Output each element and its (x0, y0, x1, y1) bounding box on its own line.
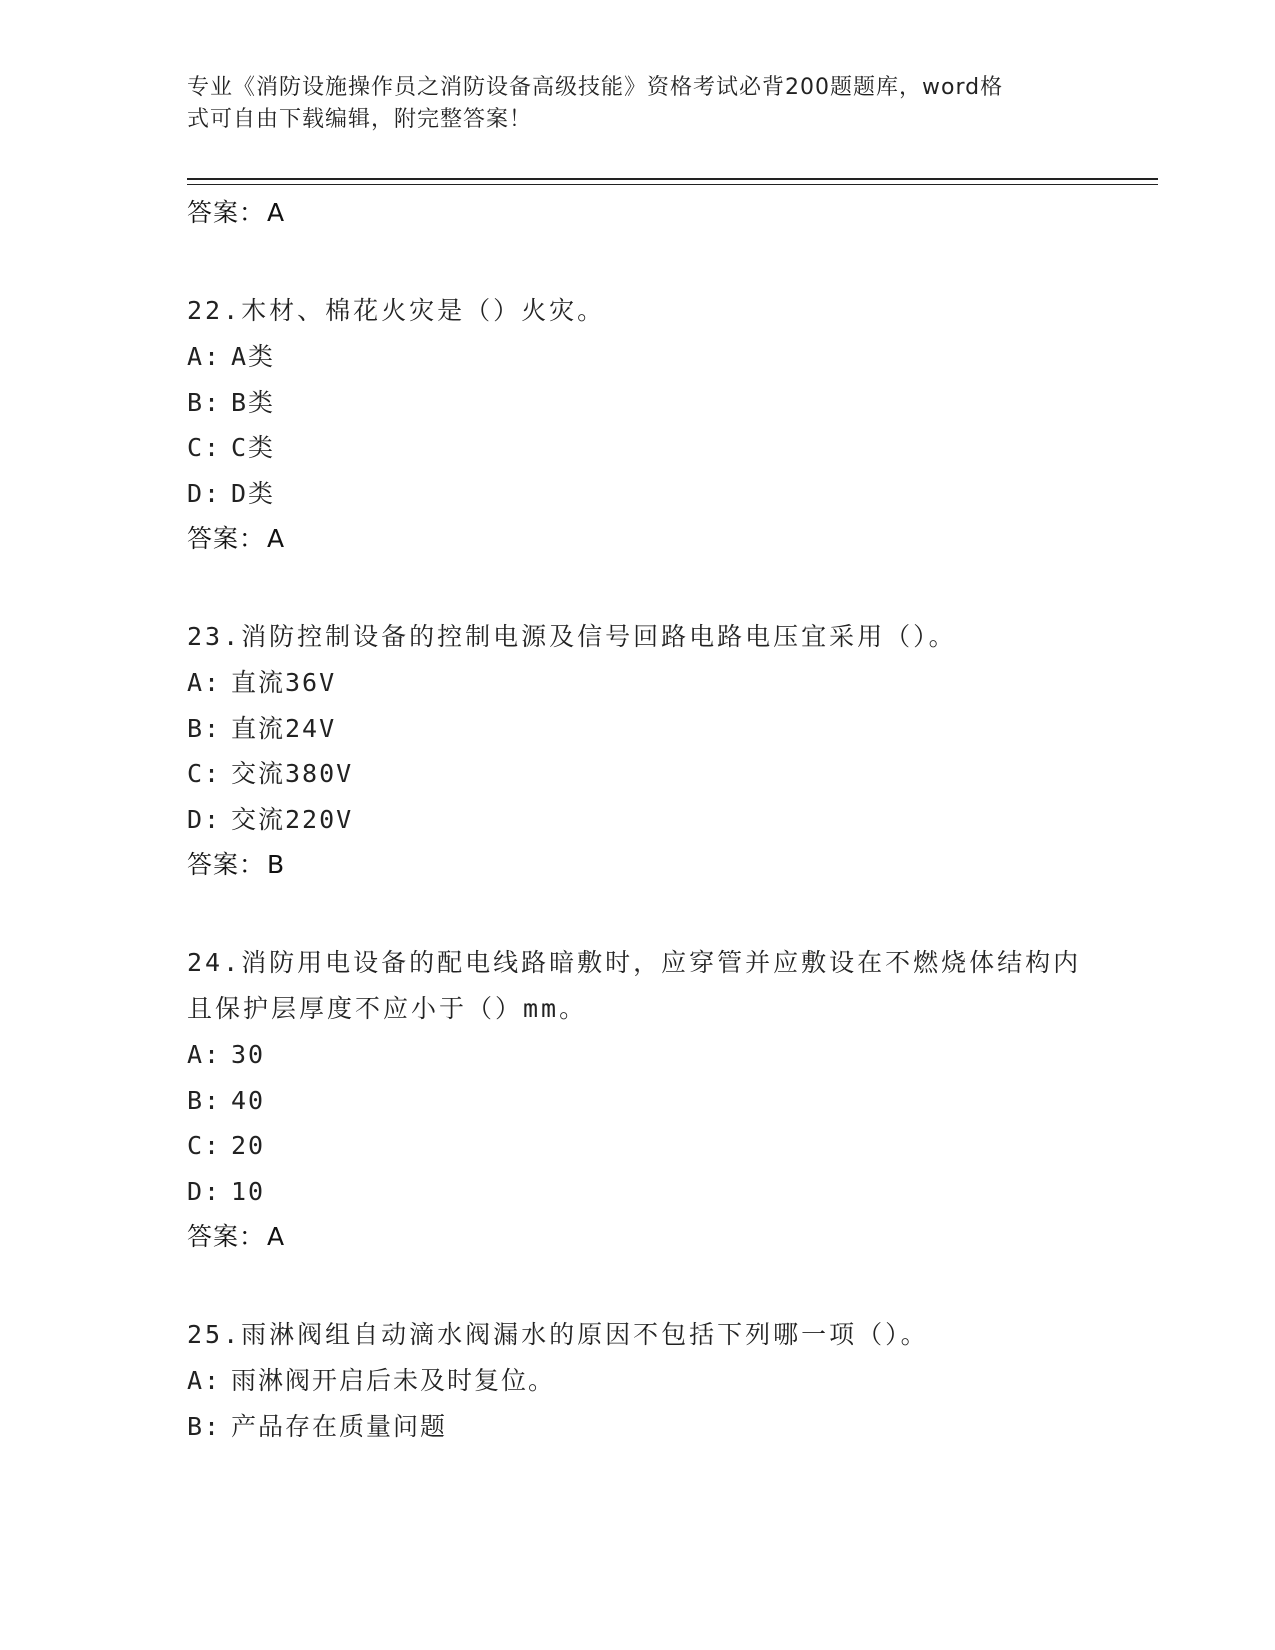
answer-value: A (267, 198, 286, 227)
option-c (187, 1123, 1087, 1169)
question-list (187, 190, 1087, 1449)
question-item (187, 940, 1087, 1259)
option-a (187, 1358, 1087, 1404)
option-text: 产品存在质量问题 (231, 1411, 448, 1441)
option-text: 雨淋阀开启后未及时复位。 (231, 1366, 556, 1395)
option-letter: B: (187, 713, 222, 743)
answer-value: A (267, 524, 286, 553)
question-text: 22.木材、棉花火灾是（）火灾。 (187, 296, 606, 325)
answer-label: 答案： (187, 198, 266, 227)
option-letter: C: (187, 759, 222, 788)
answer-label: 答案： (187, 524, 266, 553)
question-item (187, 614, 1087, 887)
option-a (187, 334, 1087, 380)
option-d (187, 471, 1087, 517)
option-text: 10 (231, 1176, 266, 1206)
option-d (187, 1169, 1087, 1215)
question-text: 25.雨淋阀组自动滴水阀漏水的原因不包括下列哪一项（）。 (187, 1320, 929, 1349)
option-letter: B: (187, 387, 222, 417)
header-line-2: 式可自由下载编辑，附完整答案！ (187, 107, 533, 132)
option-text: B类 (231, 387, 276, 417)
answer-label: 答案： (187, 1222, 266, 1251)
option-text: 20 (231, 1131, 266, 1160)
option-letter: A: (187, 668, 222, 697)
option-letter: B: (187, 1085, 222, 1115)
option-b (187, 706, 1087, 752)
option-text: 交流220V (231, 804, 354, 834)
option-letter: A: (187, 342, 222, 371)
option-text: 直流24V (231, 713, 337, 743)
option-text: C类 (231, 433, 276, 462)
answer-value: B (267, 850, 286, 879)
answer-value: A (267, 1222, 286, 1251)
answer-line (187, 516, 1087, 561)
option-a (187, 660, 1087, 706)
option-letter: D: (187, 804, 222, 834)
option-text: 40 (231, 1085, 266, 1115)
option-letter: B: (187, 1411, 222, 1441)
option-b (187, 1078, 1087, 1124)
option-c (187, 425, 1087, 471)
option-c (187, 751, 1087, 797)
header-line-1: 专业《消防设施操作员之消防设备高级技能》资格考试必背200题题库，word格 (187, 75, 1004, 100)
option-text: 直流36V (231, 668, 337, 697)
answer-line (187, 190, 1087, 235)
document-header (187, 72, 1087, 136)
option-text: 30 (231, 1040, 266, 1069)
option-b (187, 380, 1087, 426)
answer-line (187, 1214, 1087, 1259)
option-letter: A: (187, 1366, 222, 1395)
option-a (187, 1032, 1087, 1078)
answer-label: 答案： (187, 850, 266, 879)
option-letter: D: (187, 1176, 222, 1206)
question-text: 23.消防控制设备的控制电源及信号回路电路电压宜采用（）。 (187, 622, 957, 651)
question-item (187, 288, 1087, 561)
answer-line (187, 842, 1087, 887)
header-divider-thick (187, 178, 1158, 180)
option-letter: C: (187, 433, 222, 462)
option-text: 交流380V (231, 759, 354, 788)
option-letter: A: (187, 1040, 222, 1069)
header-divider-thin (187, 184, 1158, 185)
option-d (187, 797, 1087, 843)
option-b (187, 1404, 1087, 1450)
question-item (187, 1312, 1087, 1449)
option-text: D类 (231, 478, 276, 508)
option-letter: D: (187, 478, 222, 508)
option-letter: C: (187, 1131, 222, 1160)
option-text: A类 (231, 342, 276, 371)
question-text: 24.消防用电设备的配电线路暗敷时，应穿管并应敷设在不燃烧体结构内且保护层厚度不应小于（）mm。 (187, 948, 1082, 1023)
